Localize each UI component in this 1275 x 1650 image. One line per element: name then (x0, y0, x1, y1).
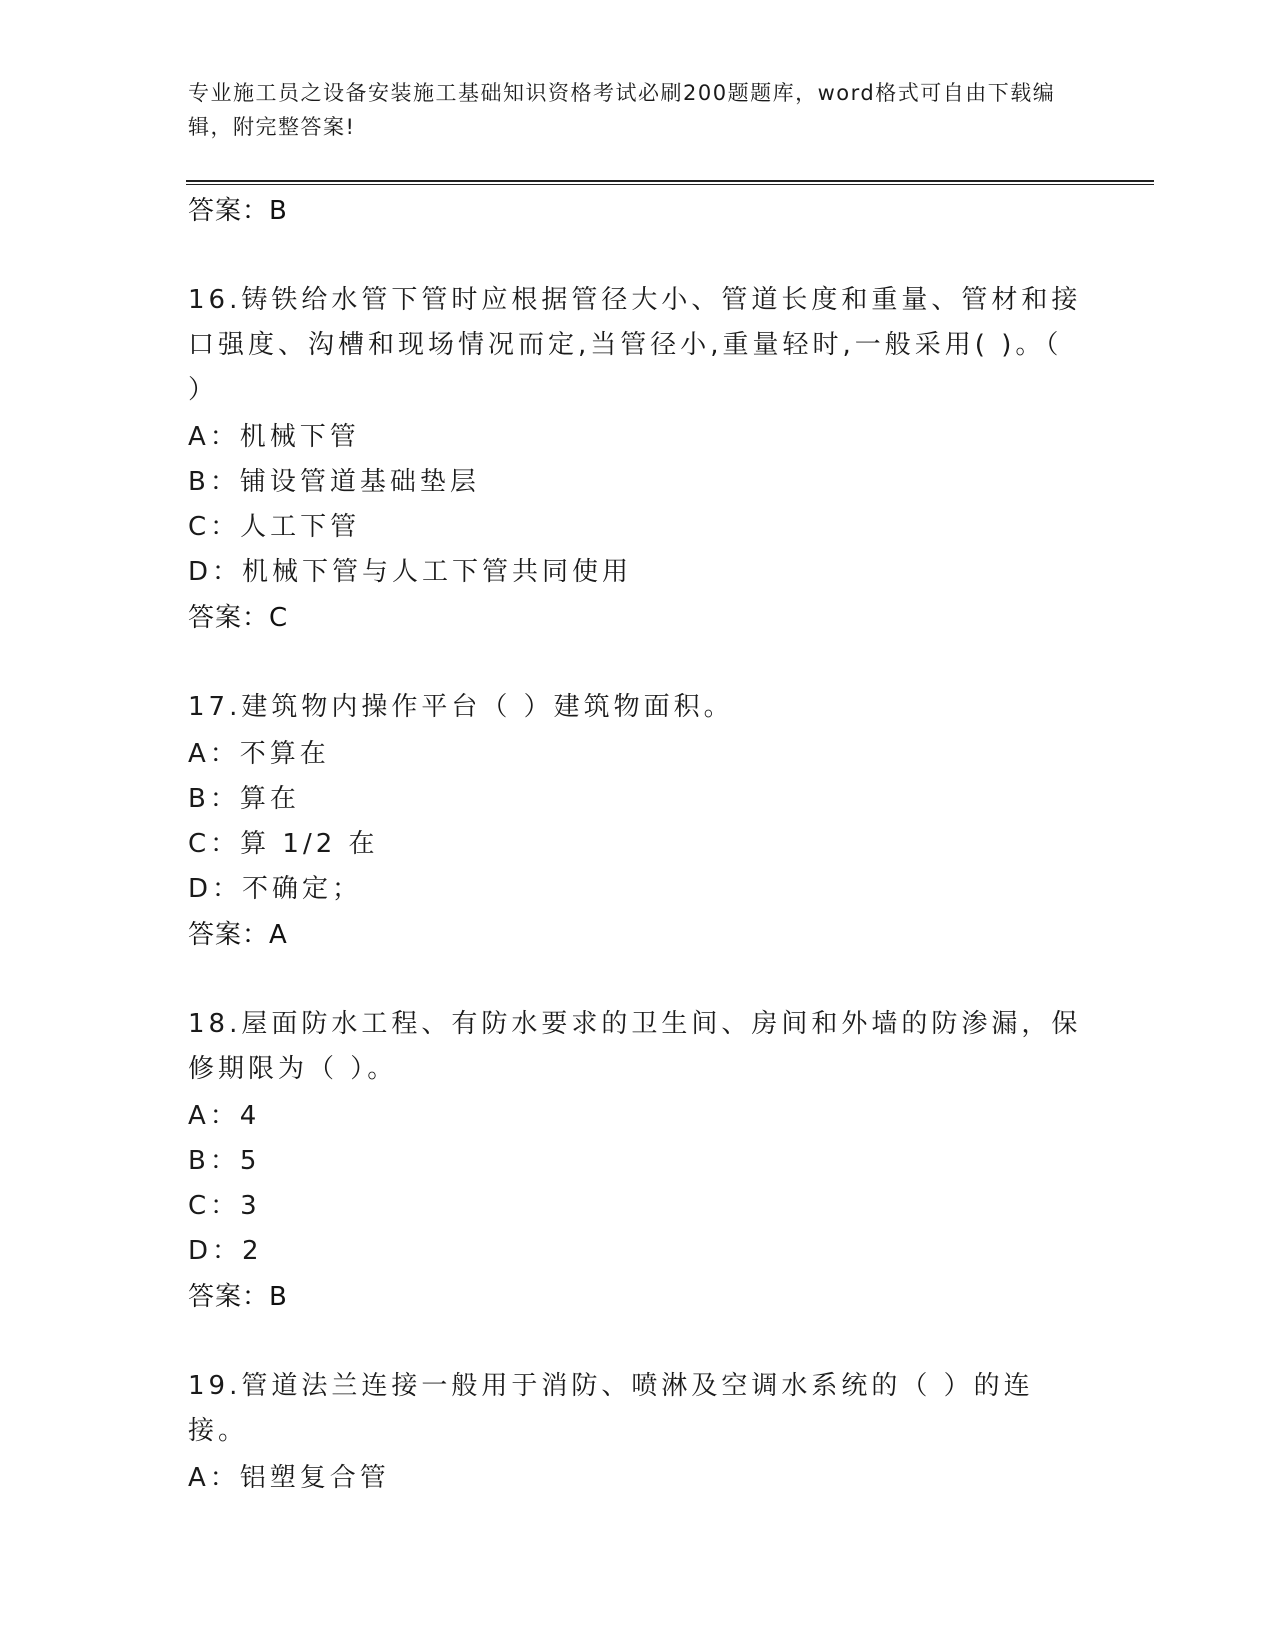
question-text: 19.管道法兰连接一般用于消防、喷淋及空调水系统的（ ）的连接。 (188, 1371, 1034, 1446)
document-body (188, 188, 1088, 1501)
option-c: C：人工下管 (188, 512, 361, 542)
answer-line: 答案：B (188, 1282, 288, 1312)
option-b: B：算在 (188, 784, 300, 814)
option-a: A：不算在 (188, 739, 330, 769)
option-d: D：不确定； (188, 874, 363, 904)
option-a: A：铝塑复合管 (188, 1463, 390, 1493)
option-d: D：2 (188, 1236, 263, 1266)
question-17 (188, 685, 1088, 912)
answer-line: 答案：A (188, 920, 288, 950)
option-b: B：5 (188, 1146, 261, 1176)
option-b: B：铺设管道基础垫层 (188, 467, 480, 497)
question-19 (188, 1364, 1088, 1501)
page-header: 专业施工员之设备安装施工基础知识资格考试必刷200题题库，word格式可自由下载编辑，附完整答案! (188, 81, 1056, 139)
question-text: 18.屋面防水工程、有防水要求的卫生间、房间和外墙的防渗漏，保修期限为（ ）。 (188, 1009, 1082, 1084)
answer-line: 答案：C (188, 603, 289, 633)
option-a: A：机械下管 (188, 422, 360, 452)
header-rule-thin (186, 184, 1154, 185)
question-16 (188, 278, 1088, 595)
header-rule (186, 180, 1154, 182)
option-d: D：机械下管与人工下管共同使用 (188, 557, 633, 587)
option-c: C：3 (188, 1191, 261, 1221)
question-text: 16.铸铁给水管下管时应根据管径大小、管道长度和重量、管材和接口强度、沟槽和现场情况而定,当管径小,重量轻时,一般采用( )。（ ） (188, 285, 1082, 405)
answer-line: 答案：B (188, 196, 288, 226)
option-a: A：4 (188, 1101, 261, 1131)
option-c: C：算 1/2 在 (188, 829, 379, 859)
question-18 (188, 1002, 1088, 1274)
question-text: 17.建筑物内操作平台（ ）建筑物面积。 (188, 692, 734, 722)
